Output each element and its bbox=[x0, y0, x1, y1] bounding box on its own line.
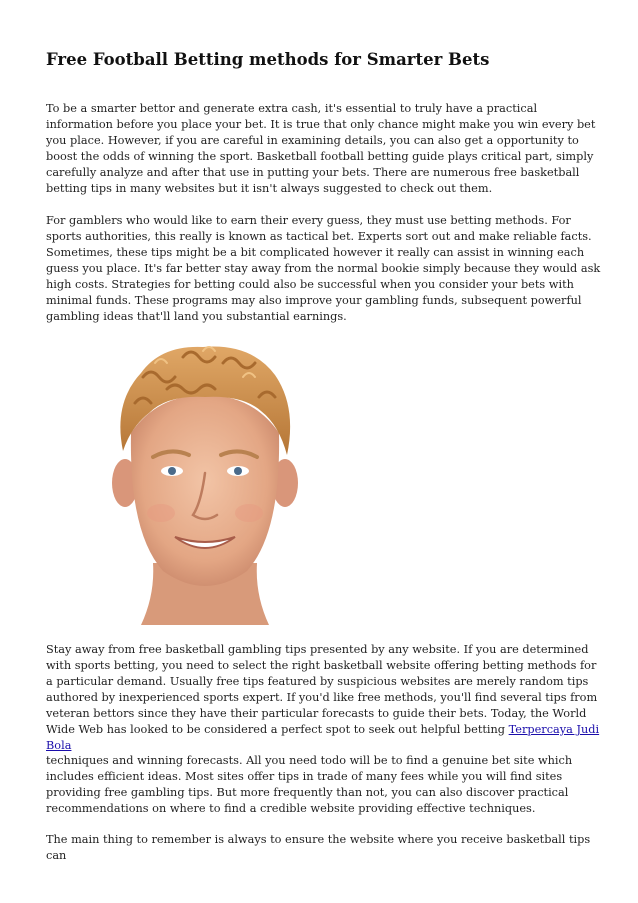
paragraph-winning-forecasts: techniques and winning forecasts. All you need todo will be to find a genuine bet site which includes efficient ideas. Most sites offer tips in trade of many fees while you will find sites providing free gambling tips. But more frequently than not, you can also discover practical recommendations on where to find a credible website providing effective techniques. bbox=[46, 754, 573, 815]
player-portrait-image bbox=[83, 333, 327, 625]
paragraph-intro: To be a smarter bettor and generate extra cash, it's essential to truly have a practical information before you place your bet. It is true that only chance might make you win every bet you place. However, if you are careful in examining details, you can also get a opportunity to boost the odds of winning the sport. Basketball football betting guide plays critical part, simply carefully analyze and after that use in putting your bets. There are numerous free basketball betting tips in many websites but it isn't always suggested to check out them. bbox=[46, 102, 596, 195]
terpercaya-judi-bola-link[interactable]: Terpercaya Judi Bola bbox=[46, 723, 600, 752]
page-title: Free Football Betting methods for Smarter Bets bbox=[46, 50, 490, 69]
paragraph-betting-methods: For gamblers who would like to earn their every guess, they must use betting methods. For sports authorities, this really is known as tactical bet. Experts sort out and make reliable facts. Sometimes, these tips might be a bit complicated however it really can assist in winning each guess you place. It's far better stay away from the normal bookie simply because they would ask high costs. Strategies for betting could also be successful when you consider your bets with minimal funds. These programs may also improve your gambling funds, subsequent powerful gambling ideas that'll land you substantial earnings. bbox=[46, 214, 601, 323]
paragraph-main-thing: The main thing to remember is always to ensure the website where you receive basketball tips can bbox=[46, 833, 591, 862]
paragraph-free-tips bbox=[46, 642, 602, 754]
paragraph-free-tips-text: Stay away from free basketball gambling tips presented by any website. If you are determined with sports betting, you need to select the right basketball website offering betting methods for a particular demand. Usually free tips featured by suspicious websites are merely random tips authored by inexperienced sports expert. If you'd like free methods, you'll find several tips from veteran bettors since they have their particular forecasts to guide their bets. Today, the World Wide Web has looked to be considered a perfect spot to seek out helpful betting bbox=[46, 643, 598, 736]
